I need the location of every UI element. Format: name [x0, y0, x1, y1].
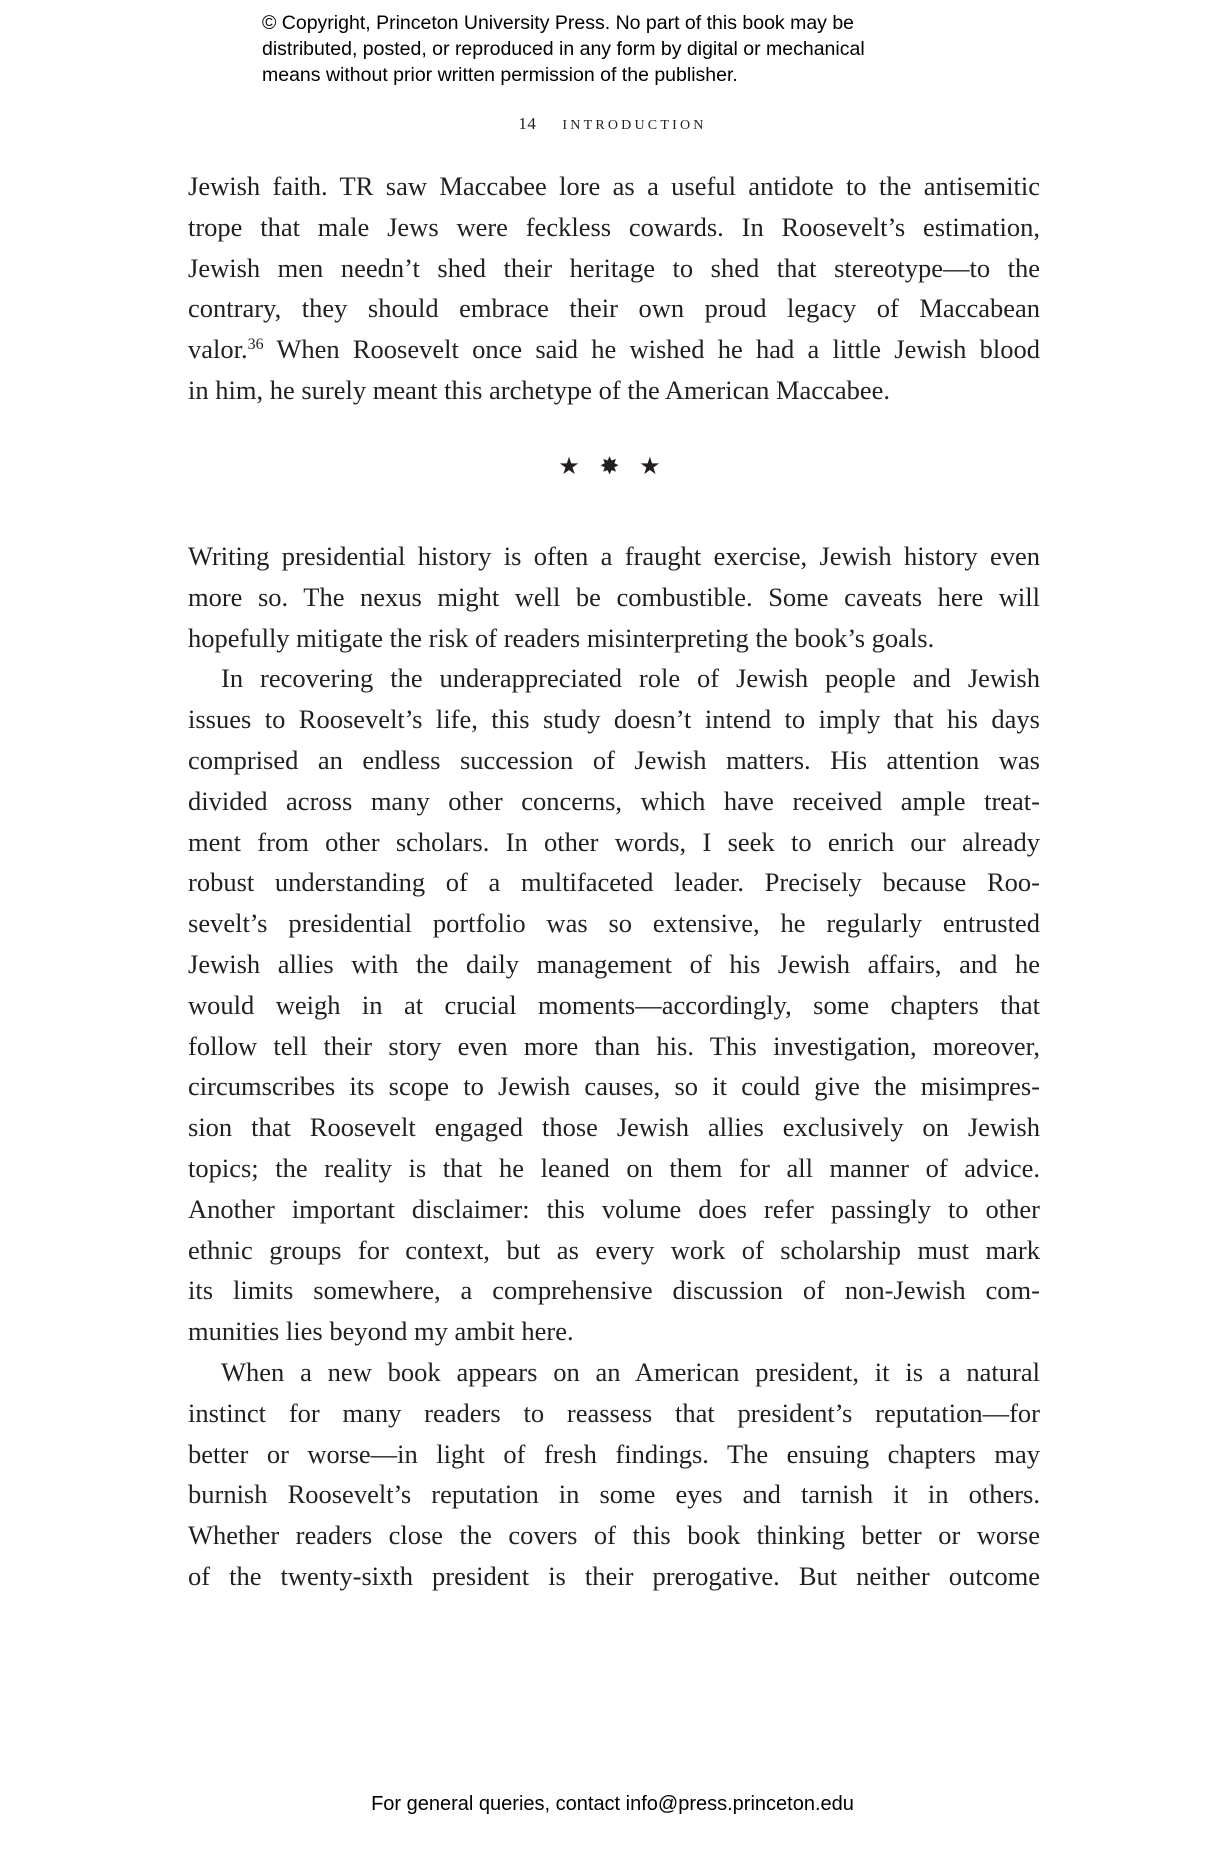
text-line: Whether readers close the covers of this book thinking better or worse — [188, 1520, 1040, 1551]
text-line: When a new book appears on an American president, it is a natural — [221, 1357, 1040, 1387]
text-line: of the twenty-sixth president is their prerogative. But neither outcome — [188, 1560, 1040, 1591]
copyright-line: distributed, posted, or reproduced in any form by digital or mechanical — [262, 38, 865, 60]
paragraph — [188, 1352, 1040, 1597]
text-line: hopefully mitigate the risk of readers misinterpreting the book’s goals. — [188, 622, 935, 653]
text-line: better or worse—in light of fresh findings. The ensuing chapters may — [188, 1438, 1040, 1469]
paragraph-continued — [188, 166, 1040, 411]
text-line: more so. The nexus might well be combustible. Some caveats here will — [188, 581, 1040, 612]
text-line: follow tell their story even more than his. This investigation, moreover, — [188, 1030, 1040, 1061]
text-line: issues to Roosevelt’s life, this study doesn’t intend to imply that his days — [188, 704, 1040, 735]
copyright-line: © Copyright, Princeton University Press. No part of this book may be — [262, 12, 855, 34]
copyright-notice — [262, 10, 1022, 88]
text-line: robust understanding of a multifaceted leader. Precisely because Roo- — [188, 867, 1040, 898]
text-line: topics; the reality is that he leaned on them for all manner of advice. — [188, 1152, 1040, 1183]
text-line: Writing presidential history is often a fraught exercise, Jewish history even — [188, 541, 1040, 571]
text-line: trope that male Jews were feckless cowards. In Roosevelt’s estimation, — [188, 211, 1040, 242]
copyright-line: means without prior written permission of the publisher. — [262, 64, 738, 86]
text-line: Another important disclaimer: this volume does refer passingly to other — [188, 1193, 1040, 1224]
paragraph — [188, 536, 1040, 658]
text-line: its limits somewhere, a comprehensive discussion of non-Jewish com- — [188, 1275, 1040, 1306]
footnote-reference[interactable]: 36 — [247, 336, 264, 354]
text-line: instinct for many readers to reassess that president’s reputation—for — [188, 1397, 1040, 1428]
text-line: sion that Roosevelt engaged those Jewish allies exclusively on Jewish — [188, 1112, 1040, 1143]
text-line: divided across many other concerns, which have received ample treat- — [188, 785, 1040, 816]
text-line: comprised an endless succession of Jewish matters. His attention was — [188, 744, 1040, 775]
text-line: In recovering the underappreciated role of Jewish people and Jewish — [221, 663, 1040, 694]
text-fragment: valor. — [188, 334, 248, 365]
text-line: sevelt’s presidential portfolio was so extensive, he regularly entrusted — [188, 908, 1040, 939]
text-line: Jewish men needn’t shed their heritage to shed that stereotype—to the — [188, 252, 1040, 283]
section-break-ornament: ★ ✸ ★ — [558, 452, 667, 480]
text-line: ment from other scholars. In other words, I seek to enrich our already — [188, 826, 1040, 857]
text-line: circumscribes its scope to Jewish causes, so it could give the misimpres- — [188, 1071, 1040, 1102]
text-line: Jewish faith. TR saw Maccabee lore as a useful antidote to the antisemitic — [188, 171, 1040, 201]
text-line: would weigh in at crucial moments—accordingly, some chapters that — [188, 989, 1040, 1020]
text-line: munities lies beyond my ambit here. — [188, 1316, 574, 1347]
footer-contact: For general queries, contact info@press.princeton.edu — [371, 1793, 854, 1815]
text-line: ethnic groups for context, but as every work of scholarship must mark — [188, 1234, 1040, 1265]
text-line: burnish Roosevelt’s reputation in some eyes and tarnish it in others. — [188, 1479, 1040, 1510]
running-head — [0, 112, 1225, 135]
text-line: in him, he surely meant this archetype of the American Maccabee. — [188, 374, 890, 405]
text-line: contrary, they should embrace their own proud legacy of Maccabean — [188, 293, 1040, 324]
text-line — [188, 329, 1040, 370]
section-title: introduction — [562, 112, 707, 134]
page-number: 14 — [518, 114, 537, 133]
paragraph — [188, 658, 1040, 1352]
text-line: Jewish allies with the daily management of his Jewish affairs, and he — [188, 948, 1040, 979]
text-fragment: When Roosevelt once said he wished he had a little Jewish blood — [263, 334, 1040, 365]
